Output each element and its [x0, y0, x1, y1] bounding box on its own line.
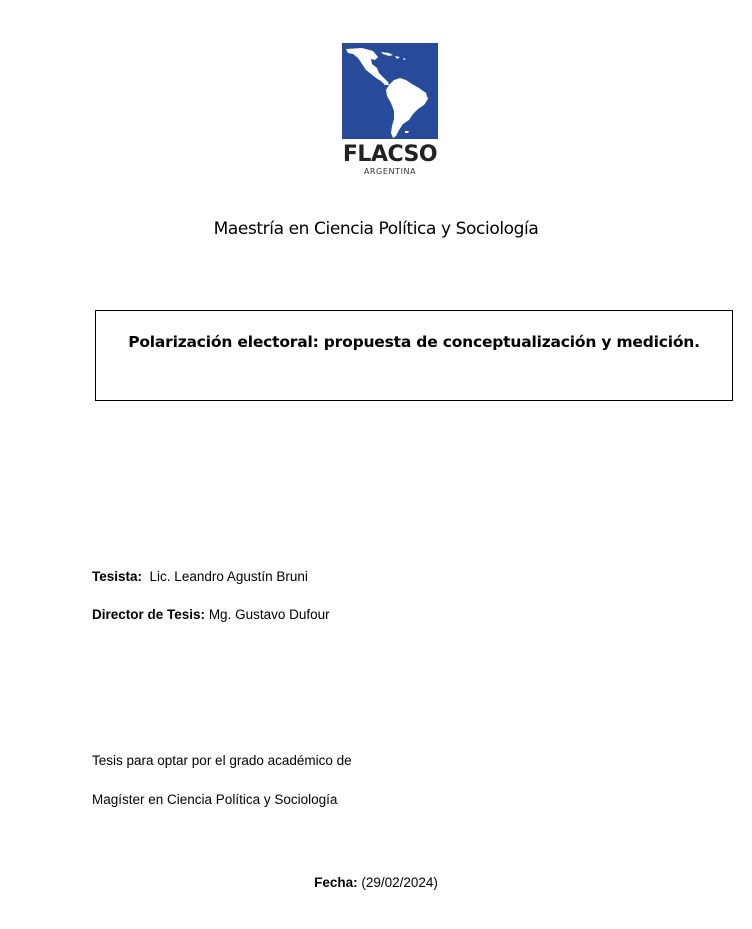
tesista-label: Tesista: [92, 569, 143, 584]
thesis-title: Polarización electoral: propuesta de conceptualización y medición. [128, 333, 700, 351]
director-label: Director de Tesis: [92, 607, 206, 622]
degree-line-2: Magíster en Ciencia Política y Sociología [92, 792, 338, 807]
logo-subtitle: ARGENTINA [363, 167, 417, 176]
fecha-label: Fecha: [314, 875, 358, 890]
thesis-title-box [95, 310, 733, 401]
director-value: Mg. Gustavo Dufour [208, 607, 330, 622]
tesista-value: Lic. Leandro Agustín Bruni [149, 569, 308, 584]
director-line [92, 606, 330, 624]
fecha-line [0, 874, 752, 892]
degree-line-1: Tesis para optar por el grado académico de [92, 753, 352, 768]
tesista-line [92, 568, 308, 586]
program-title: Maestría en Ciencia Política y Sociología [213, 219, 539, 239]
fecha-value: (29/02/2024) [361, 875, 438, 890]
latin-america-map-icon [342, 43, 438, 139]
flacso-logo [342, 43, 438, 178]
logo-name: FLACSO [342, 142, 438, 167]
